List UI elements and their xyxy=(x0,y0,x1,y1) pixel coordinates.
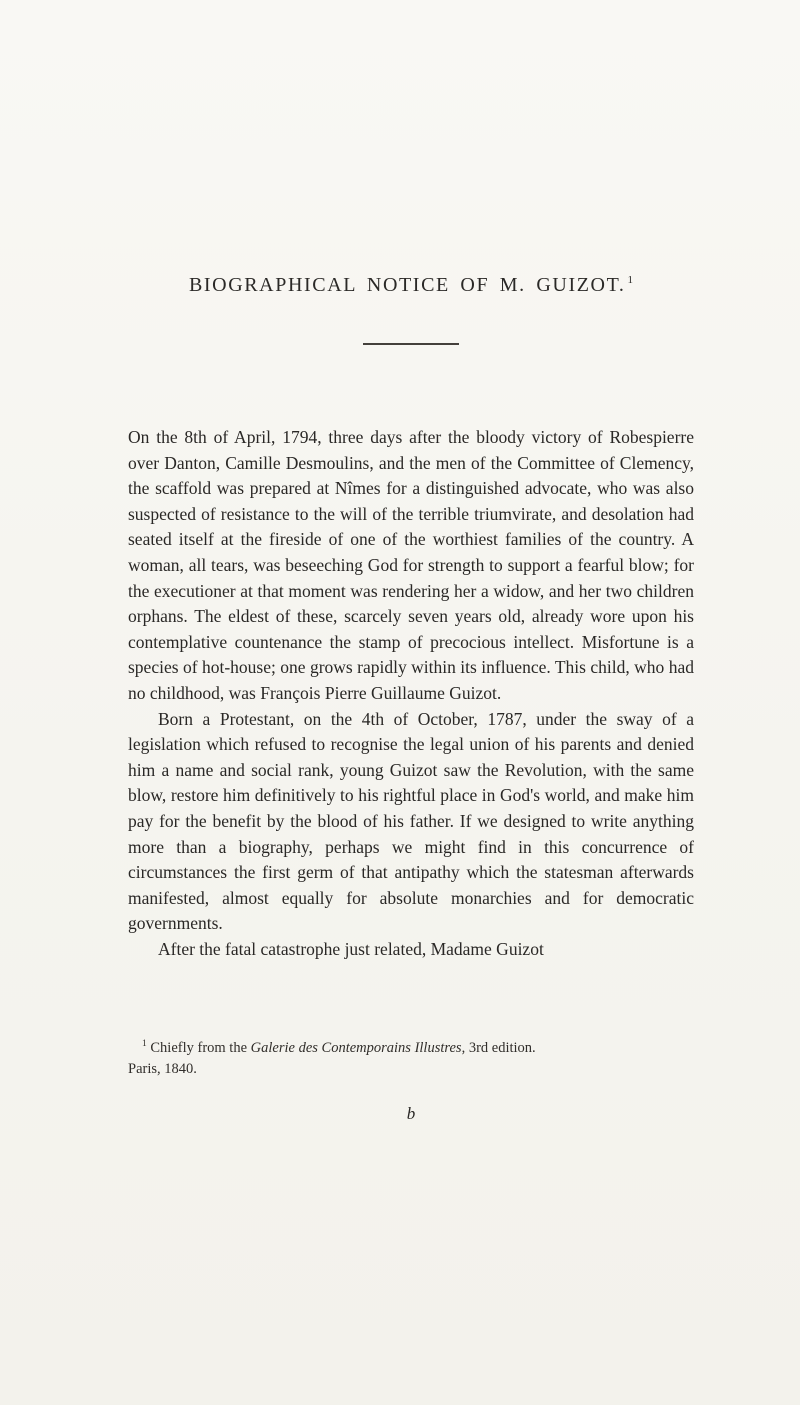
footnote-line-2: Paris, 1840. xyxy=(128,1061,197,1078)
title-block xyxy=(128,274,694,345)
paragraph-1: On the 8th of April, 1794, three days after the bloody victory of Robespierre over Danton, Camille Desmoulins, and the men of the Committee of Clemency, the scaffold was prepared at Nîmes for a distinguished advocate, who was also suspected of resistance to the will of the terrible triumvirate, and desolation had seated itself at the fireside of one of the worthiest families of the country. A woman, all tears, was beseeching God for strength to support a fearful blow; for the executioner at that moment was rendering her a widow, and her two children orphans. The eldest of these, scarcely seven years old, already wore upon his contemplative countenance the stamp of precocious intellect. Misfortune is a species of hot-house; one grows rapidly within its influence. This child, who had no childhood, was François Pierre Guillaume Guizot. xyxy=(128,427,694,703)
footnote xyxy=(128,1034,694,1080)
footnote-line-1 xyxy=(128,1034,694,1059)
title-footnote-ref: 1 xyxy=(627,274,634,287)
body-text xyxy=(128,425,694,962)
footnote-text-prefix: Chiefly from the xyxy=(150,1040,251,1057)
title-rule xyxy=(363,343,459,345)
paragraph-2: Born a Protestant, on the 4th of October, 1787, under the sway of a legislation which refused to recognise the legal union of his parents and denied him a name and social rank, young Guizot saw the Revolution, with the same blow, restore him definitively to his rightful place in God's world, and make him pay for the benefit by the blood of his father. If we designed to write anything more than a biography, perhaps we might find in this concurrence of circumstances the first germ of that antipathy which the statesman afterwards manifested, almost equally for absolute monarchies and for democratic governments. xyxy=(128,708,694,934)
footnote-work-title: Galerie des Contemporains Illustres xyxy=(250,1040,462,1057)
page-title xyxy=(128,274,694,297)
page-title-text: BIOGRAPHICAL NOTICE OF M. GUIZOT. xyxy=(188,274,626,296)
page-content xyxy=(128,0,694,1124)
signature-mark: b xyxy=(406,1104,416,1124)
footnote-ref: 1 xyxy=(142,1039,147,1050)
paragraph-3: After the fatal catastrophe just related, Madame Guizot xyxy=(158,938,544,959)
footnote-text-suffix: , 3rd edition. xyxy=(461,1040,536,1057)
